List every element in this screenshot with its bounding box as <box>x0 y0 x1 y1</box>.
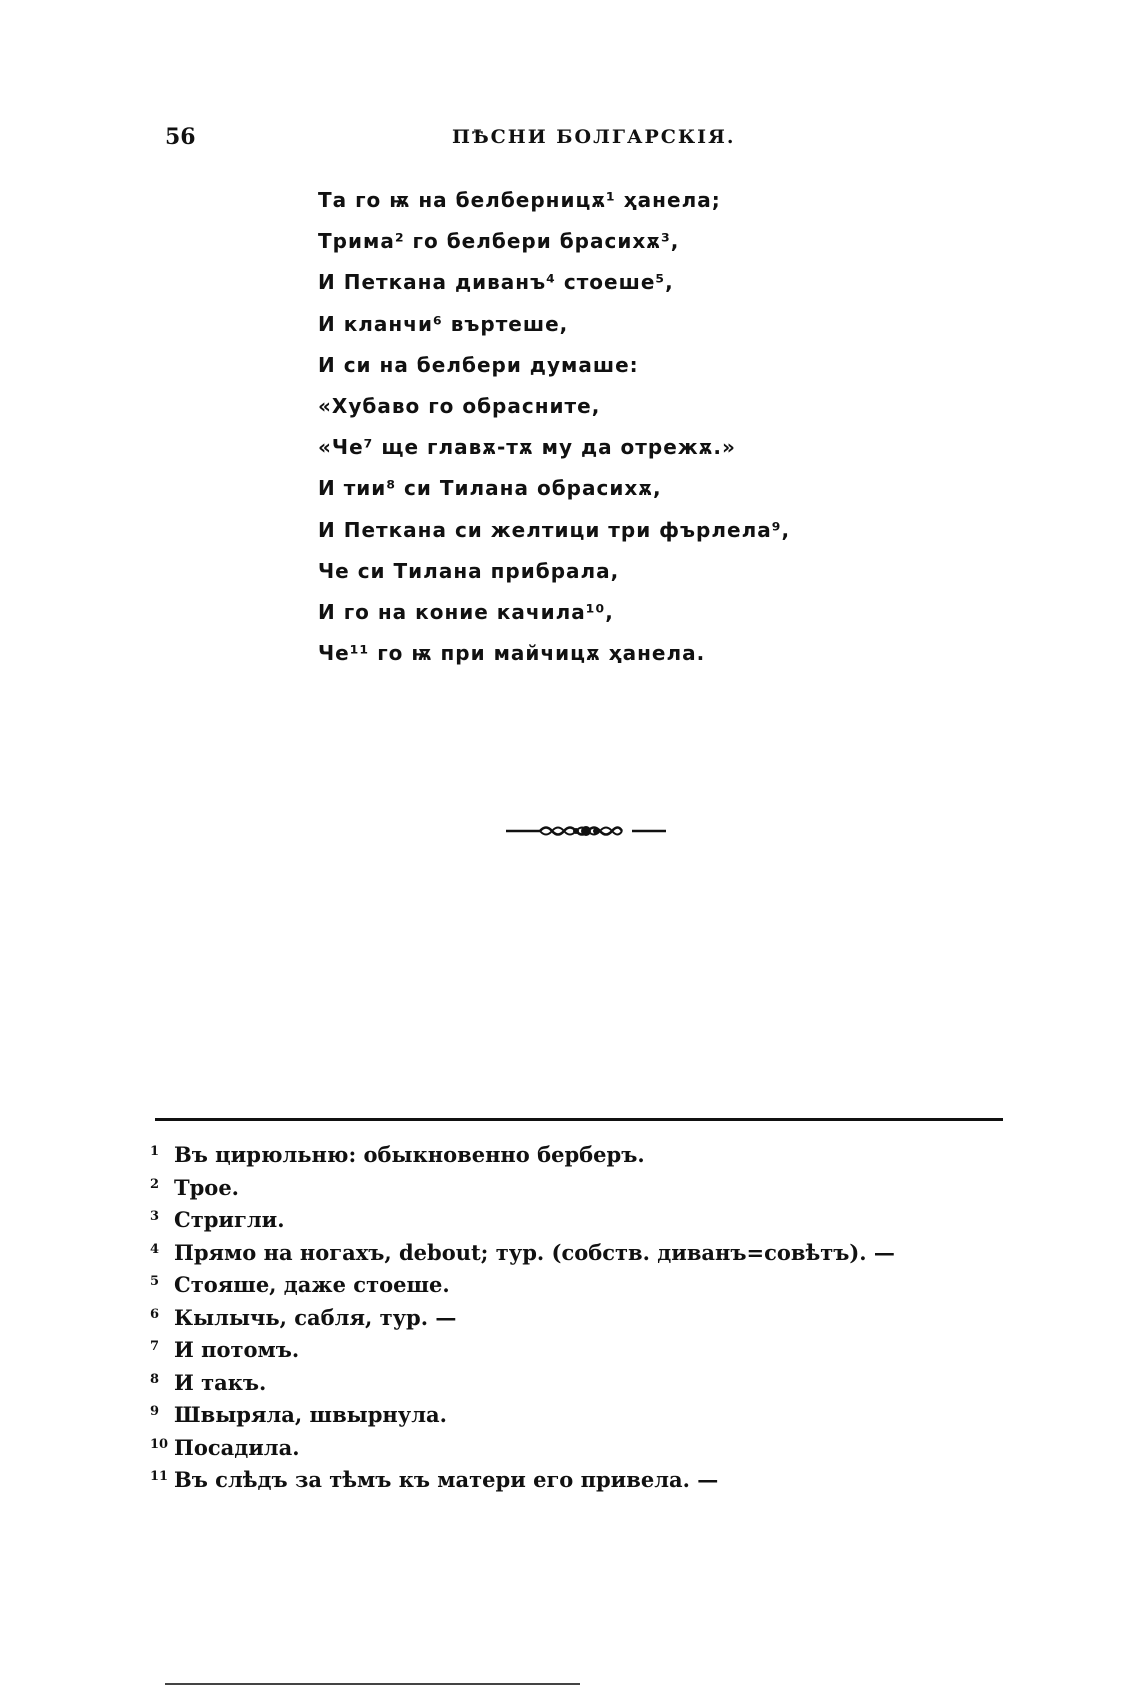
footnote-text: Въ цирюльню: обыкновенно берберъ. <box>174 1142 645 1167</box>
verse-line: «Хубаво го обрасните, <box>318 393 601 418</box>
verse-line: И го на коние качила¹⁰, <box>318 599 614 624</box>
footnote-item <box>150 1364 895 1397</box>
footnote-text: Кылычь, сабля, тур. — <box>174 1304 457 1330</box>
verse-line: Че си Тилана прибрала, <box>318 558 620 583</box>
footnote-item <box>150 1266 895 1299</box>
footnote-item <box>150 1331 895 1364</box>
verse-line: «Че⁷ ще главѫ-тѫ му да отрежѫ.» <box>318 435 736 460</box>
verse-block <box>318 180 790 674</box>
footnote-item <box>150 1201 895 1234</box>
footnote-text: Прямо на ногахъ, debout; тур. (собств. диванъ=совѣтъ). — <box>174 1239 895 1265</box>
footnote-text: И такъ. <box>174 1369 267 1395</box>
footnote-text: Трое. <box>174 1174 239 1200</box>
footnote-mark: 11 <box>150 1469 169 1484</box>
ornament-icon <box>506 822 666 840</box>
verse-line: И кланчи⁶ въртеше, <box>318 311 569 336</box>
footnote-item <box>150 1234 895 1267</box>
running-title: ПѢСНИ БОЛГАРСКIЯ. <box>452 126 736 148</box>
footnote-mark: 4 <box>150 1241 160 1257</box>
footnote-text: Стригли. <box>174 1207 285 1232</box>
footnote-mark: 3 <box>150 1209 160 1224</box>
footnote-item <box>150 1461 895 1494</box>
footnote-mark: 2 <box>150 1176 160 1192</box>
footnote-item <box>150 1396 895 1429</box>
footnote-mark: 6 <box>150 1306 160 1322</box>
footnote-item <box>150 1299 895 1332</box>
bottom-edge-rule <box>165 1683 580 1685</box>
footnote-mark: 1 <box>150 1144 160 1159</box>
footnote-text: И потомъ. <box>174 1337 300 1362</box>
footnote-divider <box>155 1118 1003 1121</box>
verse-line: И Петкана диванъ⁴ стоеше⁵, <box>318 270 674 295</box>
footnote-mark: 8 <box>150 1371 160 1387</box>
verse-line: Че¹¹ го ѭ при майчицѫ ҳанела. <box>318 641 706 666</box>
verse-line: И Петкана си желтици три фърлела⁹, <box>318 517 791 542</box>
verse-line: Та го ѭ на белберницѫ¹ ҳанела; <box>318 188 721 212</box>
footnotes-list <box>150 1136 895 1494</box>
footnote-mark: 9 <box>150 1404 160 1419</box>
verse-line: Трима² го белбери брасихѫ³, <box>318 229 680 254</box>
footnote-item <box>150 1169 895 1202</box>
footnote-mark: 5 <box>150 1274 160 1289</box>
verse-line: И тии⁸ си Тилана обрасихѫ, <box>318 476 662 501</box>
footnote-text: Посадила. <box>174 1434 300 1460</box>
footnote-item <box>150 1429 895 1462</box>
page-number: 56 <box>165 124 196 150</box>
footnote-item <box>150 1136 895 1169</box>
footnote-text: Швыряла, швырнула. <box>174 1402 447 1427</box>
footnote-mark: 10 <box>150 1436 169 1452</box>
footnote-text: Стояше, даже стоеше. <box>174 1272 450 1297</box>
footnote-text: Въ слѣдъ за тѣмъ къ матери его привела. — <box>174 1467 719 1492</box>
footnote-mark: 7 <box>150 1339 160 1354</box>
verse-line: И си на белбери думаше: <box>318 352 639 377</box>
